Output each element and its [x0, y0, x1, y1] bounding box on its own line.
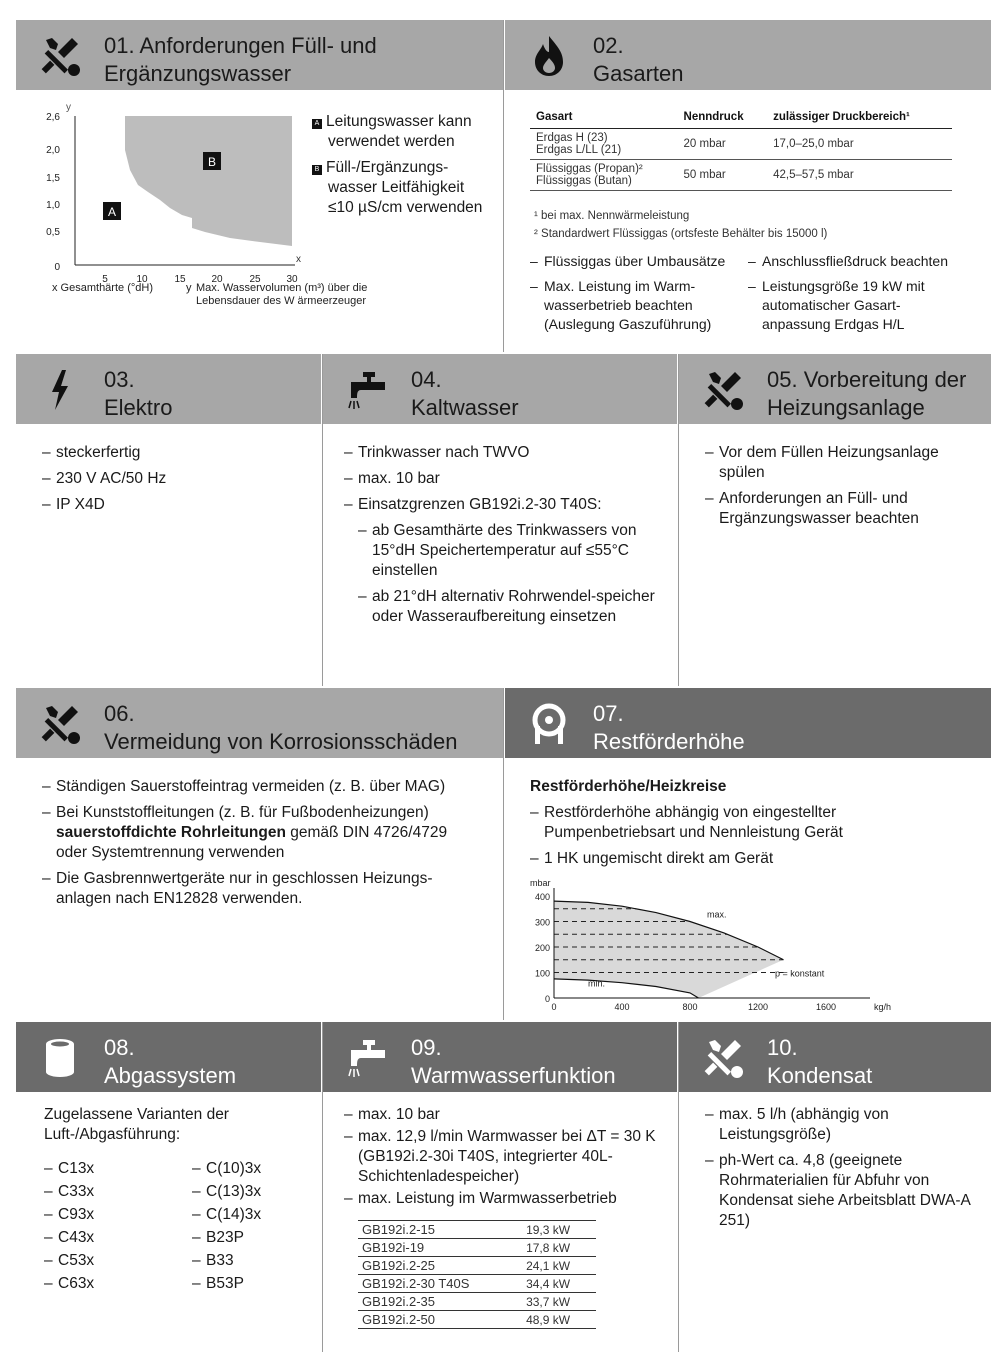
- section-09-header: [323, 1022, 677, 1092]
- section-10-header: [679, 1022, 991, 1092]
- y-caption: Max. Wasservolumen (m³) über die Lebensdauer des W ärmeerzeuger: [196, 282, 368, 307]
- y-tick: 0,5: [46, 227, 60, 238]
- x-caption: x Gesamthärte (°dH): [52, 282, 153, 294]
- section-03-number: 03.: [104, 367, 135, 392]
- pump-heading: Restförderhöhe/Heizkreise: [530, 778, 727, 795]
- table-row: Flüssiggas (Propan)² Flüssiggas (Butan) 50 mbar 42,5–57,5 mbar: [530, 160, 952, 191]
- flue-cylinder-icon: [38, 1036, 82, 1080]
- y-tick-label: 400: [534, 892, 550, 902]
- x-tick: 5: [102, 274, 108, 285]
- flame-icon: [527, 34, 571, 78]
- legend-a-box: A: [312, 119, 322, 129]
- list-item: – Einsatzgrenzen GB192i.2-30 T40S:: [344, 495, 664, 515]
- faucet-icon: [345, 1036, 389, 1080]
- section-01-header: [16, 20, 503, 90]
- section-01-title: Ergänzungswasser: [104, 61, 292, 86]
- region-b-label: B: [207, 155, 217, 169]
- section-04-number: 04.: [411, 367, 442, 392]
- section-01-legend: A Leitungswasser kann verwendet werden B Füll-/Ergänzungs- wasser Leitfähigkeit ≤10 µS/cm verwenden: [312, 112, 502, 218]
- section-05-header: [679, 354, 991, 424]
- region-a-label: A: [107, 205, 117, 219]
- legend-b-box: B: [312, 165, 322, 175]
- list-item: – max. 12,9 l/min Warmwasser bei ΔT = 30 K (GB192i.2-30i T40S, integrierter 40L-Schichtenladespeicher): [344, 1127, 669, 1187]
- section-02-header: [505, 20, 991, 90]
- table-row: GB192i.2-35 33,7 kW: [358, 1293, 596, 1311]
- list-item: – max. 10 bar: [344, 1105, 669, 1125]
- list-item: – C33x: [44, 1180, 174, 1203]
- x-tick-label: 400: [614, 1002, 630, 1012]
- sub-list-item: – ab Gesamthärte des Trinkwassers von 15°dH Speichertemperatur auf ≤55°C einstellen: [358, 521, 664, 581]
- list-item: – C(14)3x: [192, 1203, 317, 1226]
- section-08-number: 08.: [104, 1035, 135, 1060]
- list-item: – ph-Wert ca. 4,8 (geeignete Rohrmaterialien für Abfuhr von Kondensat siehe Arbeitsblatt DWA-A 251): [705, 1151, 970, 1231]
- section-06-title: Vermeidung von Korrosionsschäden: [104, 729, 458, 754]
- table-row: GB192i.2-50 48,9 kW: [358, 1311, 596, 1329]
- section-01-number: 01. Anforderungen Füll- und: [104, 33, 377, 58]
- section-09-number: 09.: [411, 1035, 442, 1060]
- y-axis-label: mbar: [530, 878, 551, 888]
- section-10-number: 10.: [767, 1035, 798, 1060]
- y-tick-label: 200: [534, 943, 550, 953]
- power-table: [358, 1220, 596, 1329]
- list-item: – Die Gasbrennwertgeräte nur in geschlossen Heizungs-anlagen nach EN12828 verwenden.: [42, 869, 482, 909]
- y-tick: 2,6: [46, 112, 60, 123]
- list-item: – C53x: [44, 1249, 174, 1272]
- section-06-header: [16, 688, 503, 758]
- x-tick: 25: [249, 274, 261, 285]
- y-tick: 1,5: [46, 173, 60, 184]
- y-tick: 0: [54, 262, 60, 273]
- list-item: – B53P: [192, 1272, 317, 1295]
- gas-footnote-1: ¹ bei max. Nennwärmeleistung: [534, 210, 690, 222]
- list-item: – steckerfertig: [42, 443, 312, 463]
- list-item: – Restförderhöhe abhängig von eingestellter Pumpenbetriebsart und Nennleistung Gerät: [530, 803, 880, 843]
- list-item: – C93x: [44, 1203, 174, 1226]
- x-tick-label: 1600: [815, 1002, 837, 1012]
- y-tick-label: 100: [534, 968, 550, 979]
- section-04-title: Kaltwasser: [411, 395, 519, 420]
- y-tick-label: 0: [544, 994, 550, 1004]
- min-annotation: min.: [588, 978, 606, 989]
- x-tick: 20: [211, 274, 223, 285]
- x-tick-label: 800: [682, 1002, 698, 1012]
- water-hardness-chart: [30, 100, 320, 310]
- x-tick: 10: [136, 274, 148, 285]
- pump-icon: [527, 702, 571, 746]
- flue-intro: Zugelassene Varianten der Luft-/Abgasführung:: [44, 1106, 229, 1143]
- list-item: – 230 V AC/50 Hz: [42, 469, 312, 489]
- x-axis-label: kg/h: [874, 1002, 892, 1012]
- list-item: – C(10)3x: [192, 1157, 317, 1180]
- list-item: – Flüssiggas über Umbausätze: [530, 252, 740, 271]
- lightning-icon: [38, 368, 82, 412]
- list-item: – C(13)3x: [192, 1180, 317, 1203]
- list-item: – max. 5 l/h (abhängig von Leistungsgröße): [705, 1105, 970, 1145]
- pump-head-chart: [520, 872, 900, 1015]
- table-row: GB192i.2-15 19,3 kW: [358, 1221, 596, 1239]
- y-tick-label: 300: [534, 917, 550, 928]
- x-tick: 15: [174, 274, 186, 285]
- tools-icon: [38, 34, 82, 78]
- list-item: – Vor dem Füllen Heizungsanlage spülen: [705, 443, 965, 483]
- list-item: – 1 HK ungemischt direkt am Gerät: [530, 849, 880, 869]
- section-05-title: Heizungsanlage: [767, 395, 925, 420]
- list-item: – Anschlussfließdruck beachten: [748, 252, 958, 271]
- list-item: – B23P: [192, 1226, 317, 1249]
- tools-icon: [38, 702, 82, 746]
- section-02-number: 02.: [593, 33, 624, 58]
- list-item: – B33: [192, 1249, 317, 1272]
- section-02-title: Gasarten: [593, 61, 684, 86]
- list-item: – Anforderungen an Füll- und Ergänzungswasser beachten: [705, 489, 965, 529]
- y-caption-letter: y: [186, 282, 192, 294]
- y-tick: 2,0: [46, 145, 60, 156]
- list-item: – IP X4D: [42, 495, 312, 515]
- section-09-title: Warmwasserfunktion: [411, 1063, 616, 1088]
- list-item: – Leistungsgröße 19 kW mit automatischer Gasart-anpassung Erdgas H/L: [748, 277, 958, 334]
- list-item: – C43x: [44, 1226, 174, 1249]
- x-axis-letter: x: [296, 254, 301, 265]
- list-item: – Trinkwasser nach TWVO: [344, 443, 664, 463]
- p-constant-annotation: p = konstant: [775, 968, 825, 979]
- y-axis-letter: y: [66, 102, 71, 113]
- list-item: – max. Leistung im Warmwasserbetrieb: [344, 1189, 669, 1209]
- list-item: – Ständigen Sauerstoffeintrag vermeiden (z. B. über MAG): [42, 777, 482, 797]
- section-07-title: Restförderhöhe: [593, 729, 745, 754]
- max-annotation: max.: [707, 909, 727, 920]
- list-item: – Max. Leistung im Warm-wasserbetrieb beachten (Auslegung Gaszuführung): [530, 277, 740, 334]
- x-tick-label: 0: [551, 1002, 557, 1012]
- section-08-title: Abgassystem: [104, 1063, 237, 1088]
- section-04-header: [323, 354, 677, 424]
- section-10-title: Kondensat: [767, 1063, 873, 1088]
- table-row: Erdgas H (23) Erdgas L/LL (21) 20 mbar 17,0–25,0 mbar: [530, 129, 952, 160]
- x-tick: 30: [286, 274, 298, 285]
- list-item: – Bei Kunststoffleitungen (z. B. für Fußbodenheizungen) sauerstoffdichte Rohrleitungen gemäß DIN 4726/4729 oder Systemtrennung verwenden: [42, 803, 482, 863]
- tools-icon: [701, 1036, 745, 1080]
- section-08-header: [16, 1022, 321, 1092]
- table-row: GB192i-19 17,8 kW: [358, 1239, 596, 1257]
- section-07-number: 07.: [593, 701, 624, 726]
- section-03-header: [16, 354, 321, 424]
- list-item: – max. 10 bar: [344, 469, 664, 489]
- table-row: GB192i.2-30 T40S 34,4 kW: [358, 1275, 596, 1293]
- region-b-area: [75, 116, 292, 246]
- x-tick-label: 1200: [747, 1002, 769, 1012]
- list-item: – C63x: [44, 1272, 174, 1295]
- tools-icon: [701, 368, 745, 412]
- section-03-title: Elektro: [104, 395, 173, 420]
- gas-type-table: Gasart Nenndruck zulässiger Druckbereich¹ Erdgas H (23) Erdgas L/LL (21) 20 mbar 17,0–25,0 mbar Flüssiggas (Propan)² Flüssiggas (Butan) 50 mbar 42,5–57,5 mbar: [530, 108, 952, 191]
- section-06-number: 06.: [104, 701, 135, 726]
- table-row: GB192i.2-25 24,1 kW: [358, 1257, 596, 1275]
- section-05-number: 05. Vorbereitung der: [767, 367, 967, 392]
- sub-list-item: – ab 21°dH alternativ Rohrwendel-speicher oder Wasseraufbereitung einsetzen: [358, 587, 664, 627]
- list-item: – C13x: [44, 1157, 174, 1180]
- y-tick: 1,0: [46, 200, 60, 211]
- section-07-header: [505, 688, 991, 758]
- gas-footnote-2: ² Standardwert Flüssiggas (ortsfeste Behälter bis 15000 l): [534, 228, 828, 240]
- faucet-icon: [345, 368, 389, 412]
